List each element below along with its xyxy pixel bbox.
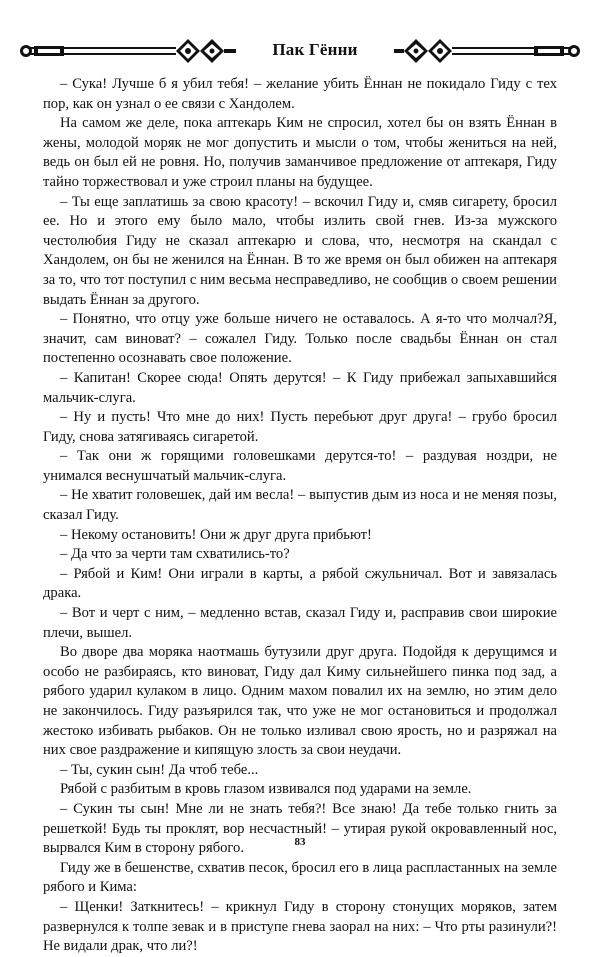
paragraph: – Сукин ты сын! Мне ли не знать тебя?! Все знаю! Да тебе только гнить за решеткой! Будь ты проклят, вор несчастный! – утирая рукой окровавленный нос, вырвался Ким в сторону рябого.	[43, 800, 557, 857]
paragraph: Во дворе два моряка наотмашь бутузили друг друга. Подойдя к дерущимся и особо не разбираясь, кто виноват, Гиду дал Киму сильнейшего пинка под зад, а рябого ударил кулаком в лицо. Одним махом повалил их на землю, но этим дело не закончилось. Гиду разъярился так, что уже не мог остановиться и продолжал жестоко избивать рыбаков. Он не только изливал свою ярость, но и разряжал на них свое раздражение и кипящую злость за свои неудачи.	[43, 644, 557, 759]
paragraph: – Сука! Лучше б я убил тебя! – желание убить Ённан не покидало Гиду с тех пор, как он узнал о ее связи с Хандолем.	[43, 76, 557, 112]
paragraph: – Рябой и Ким! Они играли в карты, а рябой сжульничал. Вот и завязалась драка.	[43, 565, 557, 602]
paragraph: – Вот и черт с ним, – медленно встав, сказал Гиду и, расправив свои широкие плечи, вышел.	[43, 605, 557, 641]
paragraph: – Капитан! Скорее сюда! Опять дерутся! – К Гиду прибежал запыхавшийся мальчик-слуга.	[43, 369, 557, 406]
decorative-ornament-left	[16, 34, 236, 68]
paragraph: – Щенки! Заткнитесь! – крикнул Гиду в сторону стонущих моряков, затем развернулся к толпе зевак и в приступе гнева заорал на них: – Что рты разинули?! Не видали драк, что ли?!	[43, 898, 557, 955]
running-header-title: Пак Гённи	[272, 40, 358, 59]
paragraph: – Понятно, что отцу уже больше ничего не оставалось. А я-то что молчал?Я, значит, сам виноват? – сожалел Гиду. Только после свадьбы Ённан он стал постепенно осознавать свое положение.	[43, 311, 557, 367]
paragraph: – Некому остановить! Они ж друг друга прибьют!	[60, 526, 372, 543]
paragraph: – Да что за черти там схватились-то?	[60, 546, 290, 563]
decorative-ornament-right	[394, 34, 584, 68]
paragraph: На самом же деле, пока аптекарь Ким не спросил, хотел бы он взять Ённан в жены, молодой моряк не мог допустить и мысли о том, чтобы жениться на ней, ведь он был ей не ровня. Но, получив заманчивое предложение от аптекаря, Гиду тайно торжествовал и уже строил планы на будущее.	[43, 115, 557, 190]
paragraph: – Ты, сукин сын! Да чтоб тебе...	[60, 761, 259, 778]
paragraph: Рябой с разбитым в кровь глазом извивался под ударами на земле.	[60, 781, 472, 798]
paragraph: – Ты еще заплатишь за свою красоту! – вскочил Гиду и, смяв сигарету, бросил ее. Но и этого ему было мало, чтобы излить свой гнев. Из-за мужского честолюбия Гиду не сказал аптекарю и слова, что, несмотря на скандал с Хандолем, он бы не женился на Ённан. В то же время он был обижен на аптекаря за то, что тот поступил с ним весьма несправедливо, не сообщив о своем решении выдать Ённан за другого.	[43, 193, 557, 308]
paragraph: – Не хватит головешек, дай им весла! – выпустив дым из носа и не меняя позы, сказал Гиду.	[43, 487, 557, 524]
paragraph: Гиду же в бешенстве, схватив песок, бросил его в лица распластанных на земле рябого и Кима:	[43, 859, 557, 896]
page-number: 83	[294, 836, 306, 848]
paragraph: – Ну и пусть! Что мне до них! Пусть перебьют друг друга! – грубо бросил Гиду, снова затягиваясь сигаретой.	[43, 409, 557, 445]
body-text	[43, 75, 557, 957]
running-header	[16, 34, 584, 68]
paragraph: – Так они ж горящими головешками дерутся-то! – раздувая ноздри, не унимался веснушчатый мальчик-слуга.	[43, 448, 557, 484]
